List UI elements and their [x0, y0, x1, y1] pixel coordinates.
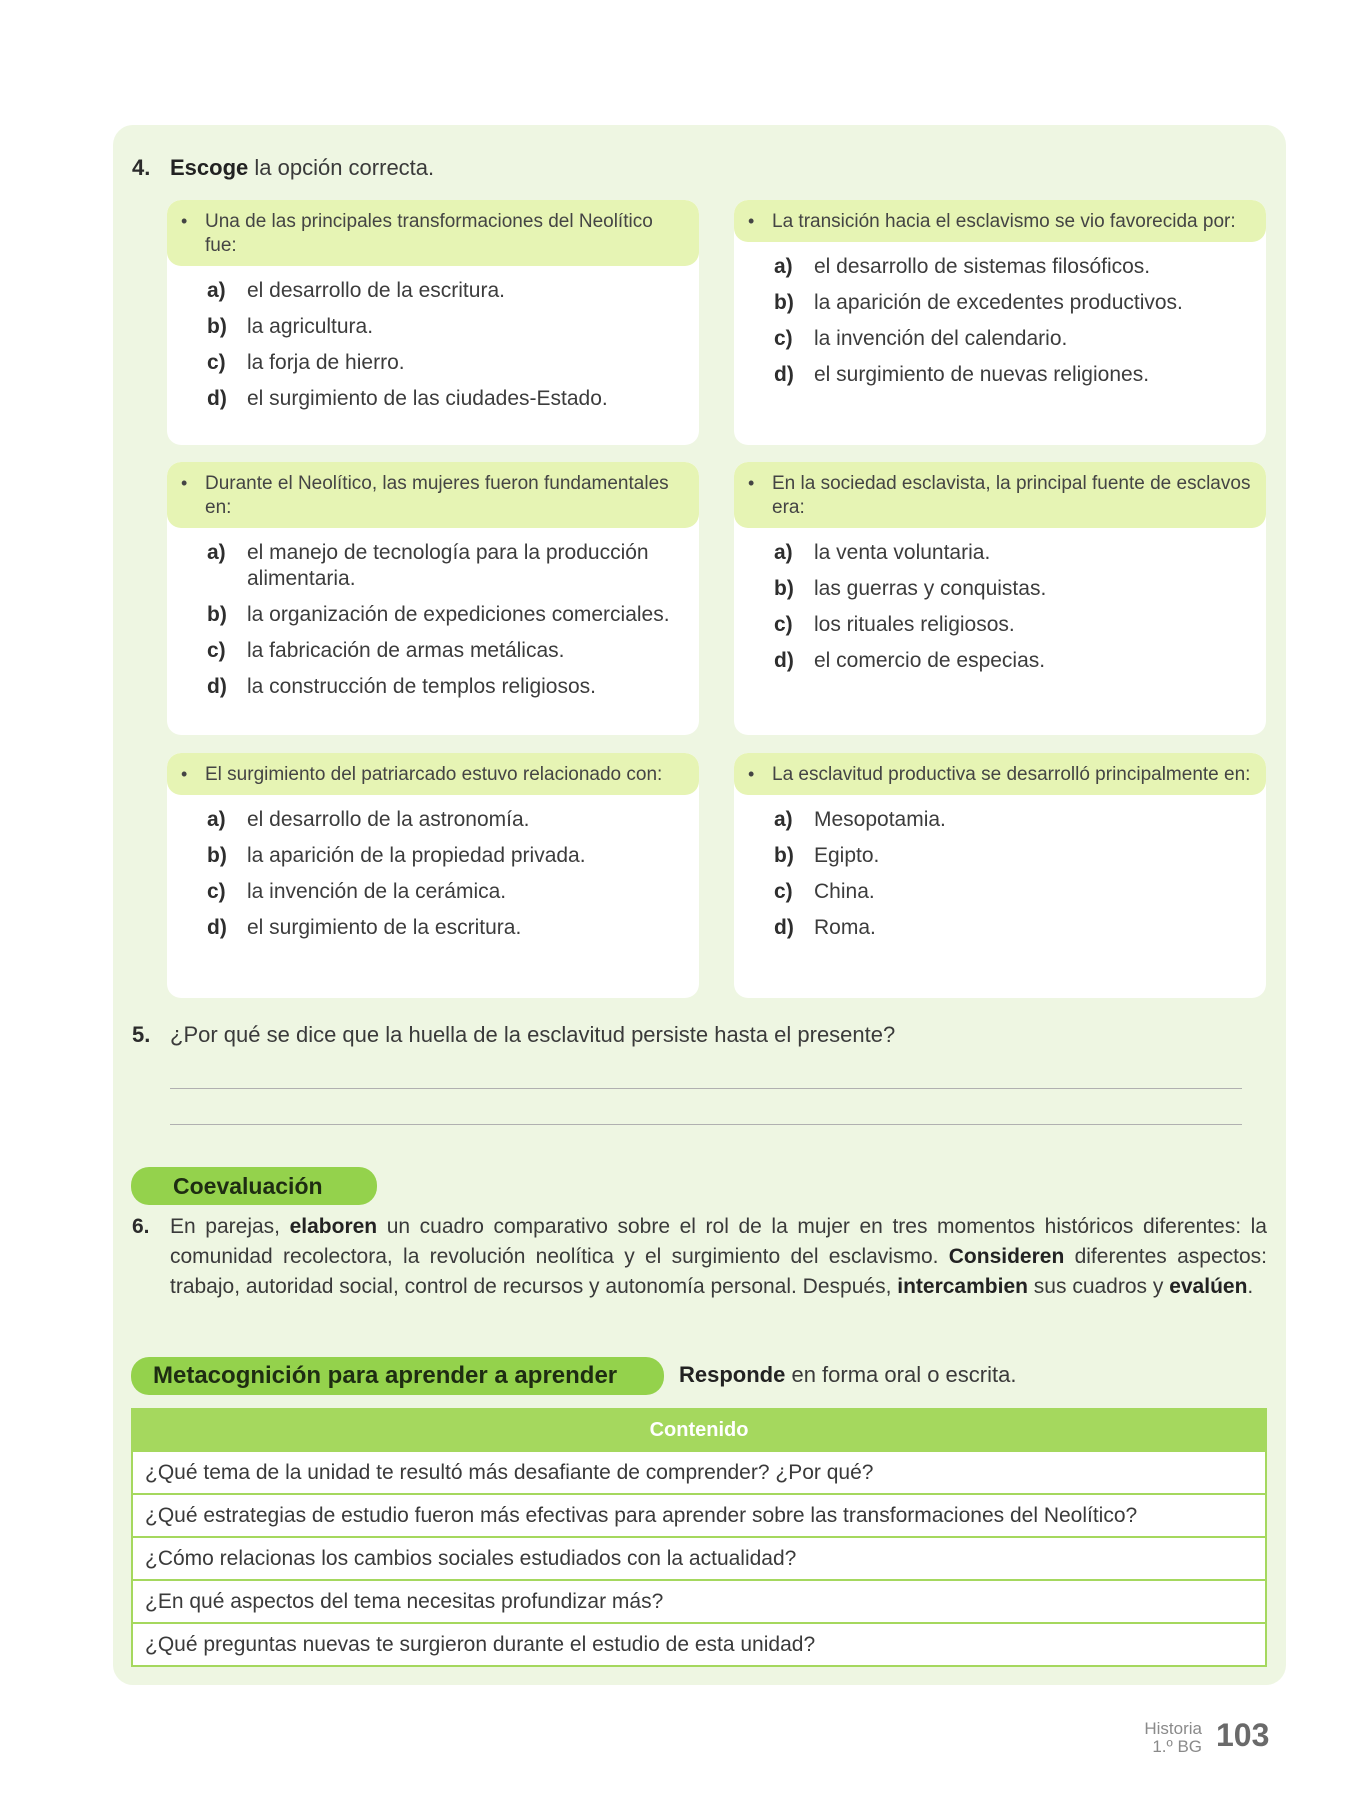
- bullet: •: [748, 764, 755, 784]
- table-row: [132, 1537, 1266, 1580]
- option-text: las guerras y conquistas.: [814, 577, 1047, 600]
- option-a[interactable]: [207, 540, 679, 592]
- option-text: el desarrollo de la escritura.: [247, 279, 505, 302]
- instruction-verb: Responde: [679, 1362, 786, 1387]
- option-c[interactable]: [774, 879, 1246, 905]
- bullet: •: [181, 211, 188, 231]
- answer-line-1[interactable]: [170, 1088, 1242, 1089]
- table-cell: ¿Cómo relacionas los cambios sociales estudiados con la actualidad?: [132, 1537, 1266, 1580]
- table-row: [132, 1451, 1266, 1494]
- option-d[interactable]: [207, 386, 679, 412]
- option-b[interactable]: [207, 843, 679, 869]
- footer-subject: [1144, 1720, 1202, 1756]
- option-text: el manejo de tecnología para la producción alimentaria.: [247, 541, 649, 590]
- option-text: Roma.: [814, 916, 876, 939]
- option-letter: b): [774, 291, 794, 314]
- card-prompt: [734, 200, 1266, 242]
- option-letter: c): [207, 639, 226, 662]
- table-row: [132, 1623, 1266, 1666]
- option-a[interactable]: [207, 278, 679, 304]
- bullet: •: [748, 473, 755, 493]
- option-b[interactable]: [207, 602, 679, 628]
- option-letter: a): [774, 255, 793, 278]
- question-text: la opción correcta.: [248, 155, 435, 180]
- option-c[interactable]: [774, 326, 1246, 352]
- option-text: el desarrollo de sistemas filosóficos.: [814, 255, 1151, 278]
- option-a[interactable]: [207, 807, 679, 833]
- question-number: 6.: [132, 1215, 150, 1238]
- choice-card-2: [734, 200, 1266, 445]
- choice-card-6: [734, 753, 1266, 998]
- option-c[interactable]: [207, 879, 679, 905]
- option-letter: a): [207, 541, 226, 564]
- option-letter: b): [774, 577, 794, 600]
- option-text: la venta voluntaria.: [814, 541, 991, 564]
- option-letter: a): [207, 808, 226, 831]
- table-cell: ¿Qué tema de la unidad te resultó más desafiante de comprender? ¿Por qué?: [132, 1451, 1266, 1494]
- question-6-text: [170, 1212, 1267, 1302]
- bullet: •: [748, 211, 755, 231]
- answer-line-2[interactable]: [170, 1124, 1242, 1125]
- option-letter: b): [774, 844, 794, 867]
- option-d[interactable]: [774, 648, 1246, 674]
- option-d[interactable]: [774, 362, 1246, 388]
- question-number: 5.: [132, 1022, 151, 1047]
- option-text: los rituales religiosos.: [814, 613, 1015, 636]
- option-letter: d): [774, 649, 794, 672]
- choice-card-4: [734, 462, 1266, 735]
- option-d[interactable]: [207, 674, 679, 700]
- prompt-text: Una de las principales transformaciones del Neolítico fue:: [205, 211, 653, 256]
- option-b[interactable]: [774, 843, 1246, 869]
- option-letter: a): [774, 808, 793, 831]
- option-text: el surgimiento de nuevas religiones.: [814, 363, 1150, 386]
- metacognition-table: [131, 1408, 1267, 1667]
- prompt-text: La esclavitud productiva se desarrolló principalmente en:: [772, 764, 1251, 785]
- option-letter: c): [207, 351, 226, 374]
- option-text: el surgimiento de las ciudades-Estado.: [247, 387, 608, 410]
- bullet: •: [181, 473, 188, 493]
- option-c[interactable]: [207, 638, 679, 664]
- option-d[interactable]: [774, 915, 1246, 941]
- option-b[interactable]: [774, 576, 1246, 602]
- option-letter: d): [207, 675, 227, 698]
- option-text: la construcción de templos religiosos.: [247, 675, 597, 698]
- option-text: el desarrollo de la astronomía.: [247, 808, 530, 831]
- metacognicion-label: Metacognición para aprender a aprender: [131, 1357, 664, 1395]
- bold-run: Consideren: [948, 1245, 1065, 1268]
- text-run: En parejas,: [170, 1215, 290, 1238]
- text-run: sus cuadros y: [1027, 1275, 1170, 1298]
- option-a[interactable]: [774, 807, 1246, 833]
- table-row: [132, 1580, 1266, 1623]
- choice-card-5: [167, 753, 699, 998]
- question-6: [132, 1212, 1267, 1302]
- question-number: 4.: [132, 155, 151, 180]
- question-5: [132, 1022, 895, 1048]
- card-prompt: [734, 462, 1266, 528]
- prompt-text: El surgimiento del patriarcado estuvo relacionado con:: [205, 764, 663, 785]
- option-text: la invención de la cerámica.: [247, 880, 507, 903]
- option-text: China.: [814, 880, 875, 903]
- option-letter: c): [774, 327, 793, 350]
- page-number: 103: [1216, 1717, 1270, 1753]
- question-4-title: [132, 155, 434, 181]
- bullet: •: [181, 764, 188, 784]
- card-prompt: [734, 753, 1266, 795]
- option-letter: a): [207, 279, 226, 302]
- prompt-text: En la sociedad esclavista, la principal fuente de esclavos era:: [772, 473, 1251, 518]
- card-prompt: [167, 753, 699, 795]
- option-text: la organización de expediciones comerciales.: [247, 603, 670, 626]
- instruction-text: en forma oral o escrita.: [785, 1362, 1017, 1387]
- option-text: Egipto.: [814, 844, 880, 867]
- option-letter: b): [207, 603, 227, 626]
- option-a[interactable]: [774, 540, 1246, 566]
- option-a[interactable]: [774, 254, 1246, 280]
- table-cell: ¿Qué preguntas nuevas te surgieron durante el estudio de esta unidad?: [132, 1623, 1266, 1666]
- option-text: el comercio de especias.: [814, 649, 1046, 672]
- question-verb: Escoge: [170, 155, 249, 180]
- bold-run: elaboren: [289, 1215, 378, 1238]
- bold-run: intercambien: [897, 1275, 1028, 1298]
- option-text: Mesopotamia.: [814, 808, 946, 831]
- table-cell: ¿Qué estrategias de estudio fueron más efectivas para aprender sobre las transformaciones del Neolítico?: [132, 1494, 1266, 1537]
- subject-name: Historia: [1144, 1719, 1202, 1738]
- option-letter: a): [774, 541, 793, 564]
- option-c[interactable]: [774, 612, 1246, 638]
- option-letter: c): [774, 880, 793, 903]
- table-header: Contenido: [132, 1409, 1266, 1451]
- text-run: diferentes aspectos: trabajo, autoridad social, control de recursos y autonomía personal. Después,: [170, 1245, 1267, 1298]
- coevaluacion-label: Coevaluación: [131, 1167, 377, 1205]
- option-text: la aparición de excedentes productivos.: [814, 291, 1183, 314]
- choice-card-3: [167, 462, 699, 735]
- card-prompt: [167, 200, 699, 266]
- option-c[interactable]: [207, 350, 679, 376]
- option-b[interactable]: [207, 314, 679, 340]
- option-text: la fabricación de armas metálicas.: [247, 639, 565, 662]
- prompt-text: La transición hacia el esclavismo se vio favorecida por:: [772, 211, 1236, 232]
- option-letter: d): [207, 387, 227, 410]
- option-letter: d): [774, 363, 794, 386]
- option-letter: d): [774, 916, 794, 939]
- prompt-text: Durante el Neolítico, las mujeres fueron fundamentales en:: [205, 473, 669, 518]
- table-cell: ¿En qué aspectos del tema necesitas profundizar más?: [132, 1580, 1266, 1623]
- option-text: la agricultura.: [247, 315, 374, 338]
- card-prompt: [167, 462, 699, 528]
- option-letter: b): [207, 844, 227, 867]
- choice-card-1: [167, 200, 699, 445]
- question-text: ¿Por qué se dice que la huella de la esclavitud persiste hasta el presente?: [170, 1022, 896, 1047]
- option-d[interactable]: [207, 915, 679, 941]
- text-run: un cuadro comparativo sobre el rol de la mujer en tres momentos históricos diferentes: la comunidad recolectora, la revolución neolítica y el surgimiento del esclavismo.: [170, 1215, 1267, 1268]
- table-row: [132, 1494, 1266, 1537]
- option-text: la invención del calendario.: [814, 327, 1068, 350]
- option-letter: c): [207, 880, 226, 903]
- metacognicion-instruction: [679, 1362, 1016, 1388]
- text-run: .: [1247, 1275, 1254, 1298]
- option-letter: b): [207, 315, 227, 338]
- option-letter: c): [774, 613, 793, 636]
- option-text: el surgimiento de la escritura.: [247, 916, 522, 939]
- grade-label: 1.º BG: [1152, 1737, 1202, 1756]
- option-text: la forja de hierro.: [247, 351, 405, 374]
- option-b[interactable]: [774, 290, 1246, 316]
- option-letter: d): [207, 916, 227, 939]
- bold-run: evalúen: [1169, 1275, 1248, 1298]
- option-text: la aparición de la propiedad privada.: [247, 844, 586, 867]
